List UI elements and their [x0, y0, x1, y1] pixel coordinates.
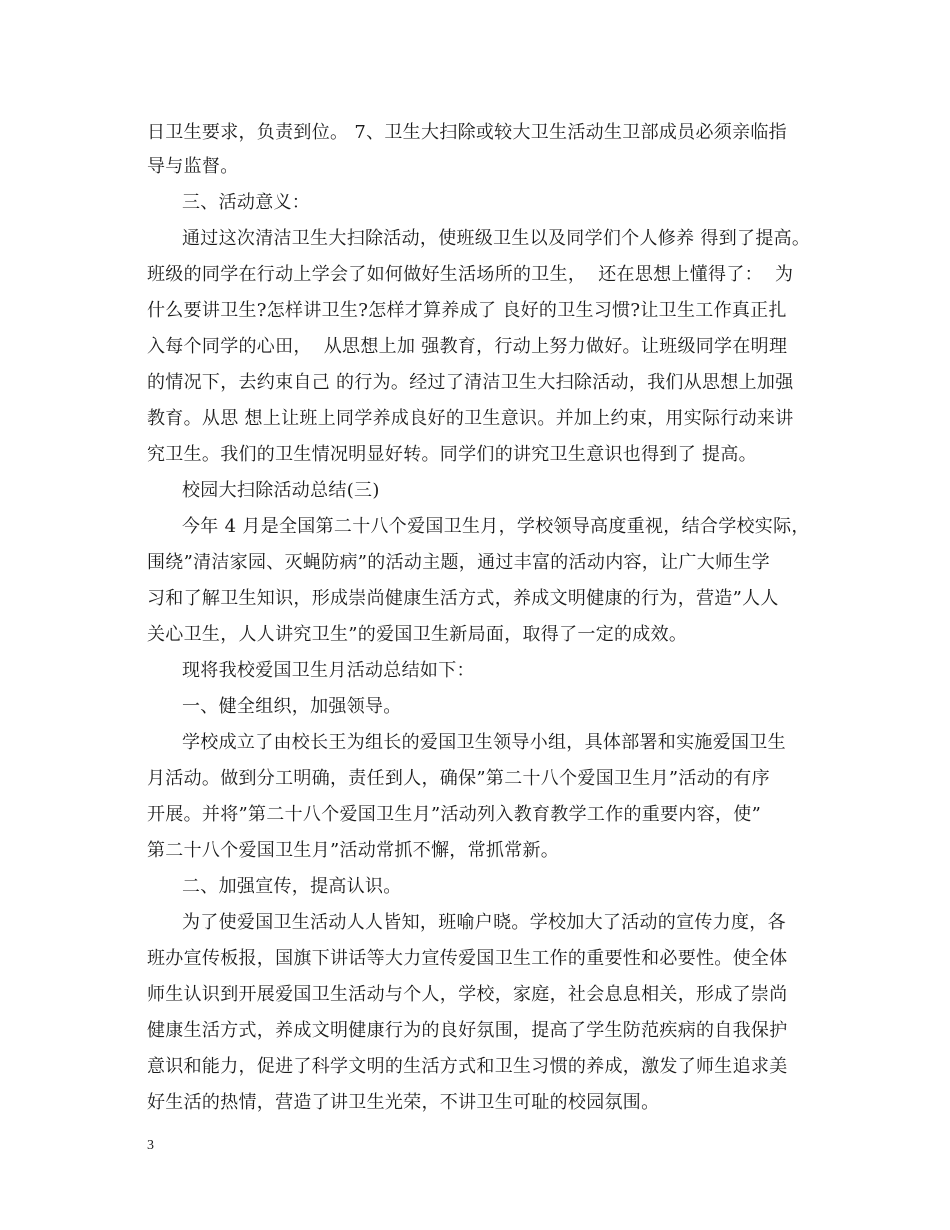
text-line: 意识和能力，促进了科学文明的生活方式和卫生习惯的养成，激发了师生追求美 [147, 1056, 788, 1077]
text-line: 通过这次清洁卫生大扫除活动，使班级卫生以及同学们个人修养 得到了提高。 [182, 228, 811, 249]
section-heading: 三、活动意义： [182, 192, 311, 213]
text-line: 围绕”清洁家园、灭蝇防病”的活动主题，通过丰富的活动内容，让广大师生学 [147, 552, 770, 573]
text-line: 究卫生。我们的卫生情况明显好转。同学们的讲究卫生意识也得到了 提高。 [147, 444, 757, 465]
text-line: 现将我校爱国卫生月活动总结如下： [182, 660, 475, 681]
text-line: 第二十八个爱国卫生月”活动常抓不懈，常抓常新。 [147, 840, 560, 861]
section-title: 校园大扫除活动总结(三) [182, 480, 380, 501]
text-line: 今年 4 月是全国第二十八个爱国卫生月，学校领导高度重视，结合学校实际， [182, 516, 810, 537]
text-line: 为了使爱国卫生活动人人皆知，班喻户晓。学校加大了活动的宣传力度，各 [182, 912, 786, 933]
text-line: 好生活的热情，营造了讲卫生光荣，不讲卫生可耻的校园氛围。 [147, 1092, 660, 1113]
text-line: 什么要讲卫生?怎样讲卫生?怎样才算养成了 良好的卫生习惯?让卫生工作真正扎 [147, 300, 787, 321]
text-line: 入每个同学的心田， 从思想上加 强教育，行动上努力做好。让班级同学在明理 [147, 336, 788, 357]
text-line: 师生认识到开展爱国卫生活动与个人，学校，家庭，社会息息相关，形成了崇尚 [147, 984, 788, 1005]
text-line: 教育。从思 想上让班上同学养成良好的卫生意识。并加上约束，用实际行动来讲 [147, 408, 794, 429]
section-heading: 一、健全组织，加强领导。 [182, 696, 402, 717]
text-line: 月活动。做到分工明确，责任到人，确保”第二十八个爱国卫生月”活动的有序 [147, 768, 770, 789]
section-heading: 二、加强宣传，提高认识。 [182, 876, 402, 897]
text-line: 开展。并将”第二十八个爱国卫生月”活动列入教育教学工作的重要内容，使” [147, 804, 762, 825]
text-line: 导与监督。 [147, 156, 239, 177]
page-number: 3 [147, 1138, 154, 1153]
text-line: 习和了解卫生知识，形成崇尚健康生活方式，养成文明健康的行为，营造”人人 [147, 588, 779, 609]
text-line: 的情况下，去约束自己 的行为。经过了清洁卫生大扫除活动，我们从思想上加强 [147, 372, 794, 393]
text-line: 学校成立了由校长王为组长的爱国卫生领导小组，具体部署和实施爱国卫生 [182, 732, 786, 753]
text-line: 班级的同学在行动上学会了如何做好生活场所的卫生， 还在思想上懂得了： 为 [147, 264, 794, 285]
text-line: 健康生活方式，养成文明健康行为的良好氛围，提高了学生防范疾病的自我保护 [147, 1020, 788, 1041]
text-line: 班办宣传板报，国旗下讲话等大力宣传爱国卫生工作的重要性和必要性。使全体 [147, 948, 788, 969]
text-line: 日卫生要求，负责到位。 7、卫生大扫除或较大卫生活动生卫部成员必须亲临指 [147, 122, 787, 143]
text-line: 关心卫生，人人讲究卫生”的爱国卫生新局面，取得了一定的成效。 [147, 624, 688, 645]
